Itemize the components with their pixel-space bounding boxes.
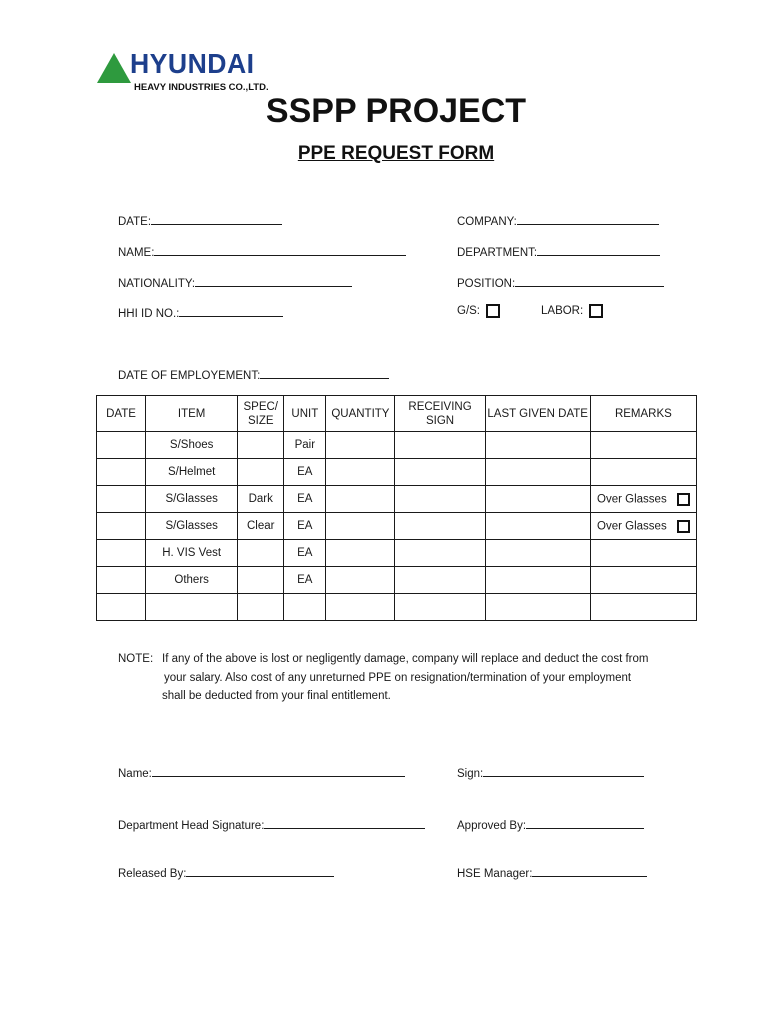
sign-line[interactable]	[483, 765, 644, 777]
logo-triangle-icon	[96, 52, 132, 84]
item-cell: Others	[146, 567, 238, 594]
date-cell[interactable]	[97, 486, 146, 513]
table-row	[97, 432, 697, 459]
name-field[interactable]	[118, 244, 406, 259]
item-cell: S/Helmet	[146, 459, 238, 486]
receiving-sign-cell[interactable]	[395, 567, 485, 594]
note-line-1: If any of the above is lost or negligently damage, company will replace and deduct the cost from	[162, 653, 649, 665]
note-line-3: shall be deducted from your final entitlement.	[162, 690, 391, 702]
table-row	[97, 567, 697, 594]
last-given-date-cell[interactable]	[485, 513, 590, 540]
quantity-cell[interactable]	[326, 432, 395, 459]
logo-wordmark: HYUNDAI	[130, 48, 255, 79]
receiving-sign-cell[interactable]	[395, 486, 485, 513]
spec-cell	[238, 432, 284, 459]
dept-head-signature-line[interactable]	[264, 817, 425, 829]
employment-date-line[interactable]	[260, 367, 389, 379]
last-given-date-cell[interactable]	[485, 594, 590, 621]
remarks-cell[interactable]	[590, 513, 696, 540]
note-line-2: your salary. Also cost of any unreturned PPE on resignation/termination of your employment	[164, 671, 632, 684]
unit-cell[interactable]	[284, 594, 326, 621]
unit-cell: EA	[284, 486, 326, 513]
hhi-id-label: HHI ID NO.:	[118, 308, 180, 320]
column-header-spec: SPEC/ SIZE	[238, 396, 284, 432]
over-glasses-label: Over Glasses	[597, 493, 667, 506]
table-header-row	[97, 396, 697, 432]
hse-manager-label: HSE Manager:	[457, 868, 533, 880]
quantity-cell[interactable]	[326, 459, 395, 486]
quantity-cell[interactable]	[326, 486, 395, 513]
column-header-last-given-date: LAST GIVEN DATE	[485, 396, 590, 432]
company-line[interactable]	[517, 213, 659, 225]
table-row	[97, 540, 697, 567]
spec-cell: Dark	[238, 486, 284, 513]
unit-cell: EA	[284, 567, 326, 594]
nationality-label: NATIONALITY:	[118, 278, 196, 290]
quantity-cell[interactable]	[326, 594, 395, 621]
quantity-cell[interactable]	[326, 513, 395, 540]
item-cell: S/Glasses	[146, 486, 238, 513]
spec-cell	[238, 540, 284, 567]
date-cell[interactable]	[97, 594, 146, 621]
date-cell[interactable]	[97, 459, 146, 486]
column-header-date: DATE	[97, 396, 146, 432]
name-label: NAME:	[118, 247, 155, 259]
form-title: PPE REQUEST FORM	[297, 143, 495, 164]
spec-cell: Clear	[238, 513, 284, 540]
last-given-date-cell[interactable]	[485, 540, 590, 567]
date-cell[interactable]	[97, 432, 146, 459]
spec-cell[interactable]	[238, 594, 284, 621]
over-glasses-checkbox[interactable]	[677, 520, 690, 533]
unit-cell: EA	[284, 513, 326, 540]
labor-label: LABOR:	[541, 305, 584, 318]
note-label: NOTE:	[118, 653, 154, 665]
last-given-date-cell[interactable]	[485, 432, 590, 459]
labor-checkbox[interactable]	[589, 304, 603, 318]
date-line[interactable]	[151, 213, 282, 225]
date-cell[interactable]	[97, 540, 146, 567]
labor-field[interactable]	[541, 304, 603, 318]
quantity-cell[interactable]	[326, 567, 395, 594]
page-title: SSPP PROJECT	[265, 92, 527, 130]
quantity-cell[interactable]	[326, 540, 395, 567]
spec-cell	[238, 459, 284, 486]
column-header-item: ITEM	[146, 396, 238, 432]
hse-manager-field[interactable]	[457, 865, 647, 880]
company-field[interactable]	[457, 213, 659, 228]
item-cell: S/Shoes	[146, 432, 238, 459]
hse-manager-line[interactable]	[532, 865, 647, 877]
gs-field[interactable]	[457, 304, 500, 318]
logo-subtitle: HEAVY INDUSTRIES CO.,LTD.	[134, 82, 269, 93]
item-cell: H. VIS Vest	[146, 540, 238, 567]
department-line[interactable]	[537, 244, 660, 256]
item-cell[interactable]	[146, 594, 238, 621]
approved-by-line[interactable]	[526, 817, 644, 829]
spec-cell	[238, 567, 284, 594]
nationality-line[interactable]	[195, 275, 352, 287]
remarks-cell[interactable]	[590, 432, 696, 459]
employment-date-label: DATE OF EMPLOYEMENT:	[118, 370, 261, 382]
position-label: POSITION:	[457, 278, 516, 290]
remarks-cell[interactable]	[590, 459, 696, 486]
gs-checkbox[interactable]	[486, 304, 500, 318]
released-by-field[interactable]	[118, 865, 334, 880]
receiving-sign-cell[interactable]	[395, 594, 485, 621]
hhi-id-line[interactable]	[179, 305, 283, 317]
date-cell[interactable]	[97, 513, 146, 540]
approved-by-label: Approved By:	[457, 820, 527, 832]
released-by-label: Released By:	[118, 868, 187, 880]
receiving-sign-cell[interactable]	[395, 432, 485, 459]
dept-head-signature-label: Department Head Signature:	[118, 820, 265, 832]
last-given-date-cell[interactable]	[485, 567, 590, 594]
position-field[interactable]	[457, 275, 664, 290]
nationality-field[interactable]	[118, 275, 352, 290]
ppe-table	[96, 395, 697, 621]
hhi-id-field[interactable]	[118, 305, 283, 320]
over-glasses-label: Over Glasses	[597, 520, 667, 533]
unit-cell: EA	[284, 540, 326, 567]
table-row	[97, 513, 697, 540]
department-field[interactable]	[457, 244, 660, 259]
sign-name-line[interactable]	[152, 765, 405, 777]
unit-cell: EA	[284, 459, 326, 486]
last-given-date-cell[interactable]	[485, 486, 590, 513]
date-label: DATE:	[118, 216, 152, 228]
gs-label: G/S:	[457, 305, 481, 318]
date-field[interactable]	[118, 213, 282, 228]
column-header-quantity: QUANTITY	[326, 396, 395, 432]
item-cell: S/Glasses	[146, 513, 238, 540]
position-line[interactable]	[515, 275, 664, 287]
company-label: COMPANY:	[457, 216, 517, 228]
remarks-cell[interactable]	[590, 594, 696, 621]
company-logo	[96, 48, 296, 96]
dept-head-signature-field[interactable]	[118, 817, 425, 832]
remarks-cell[interactable]	[590, 486, 696, 513]
name-line[interactable]	[154, 244, 406, 256]
remarks-cell[interactable]	[590, 540, 696, 567]
receiving-sign-cell[interactable]	[395, 540, 485, 567]
column-header-unit: UNIT	[284, 396, 326, 432]
table-row	[97, 459, 697, 486]
remarks-cell[interactable]	[590, 567, 696, 594]
over-glasses-checkbox[interactable]	[677, 493, 690, 506]
employment-date-field[interactable]	[118, 367, 389, 382]
receiving-sign-cell[interactable]	[395, 513, 485, 540]
sign-name-field[interactable]	[118, 765, 405, 780]
sign-field[interactable]	[457, 765, 644, 780]
department-label: DEPARTMENT:	[457, 247, 538, 259]
receiving-sign-cell[interactable]	[395, 459, 485, 486]
column-header-remarks: REMARKS	[590, 396, 696, 432]
column-header-receiving-sign: RECEIVING SIGN	[395, 396, 485, 432]
table-row	[97, 486, 697, 513]
sign-label: Sign:	[457, 768, 484, 780]
approved-by-field[interactable]	[457, 817, 644, 832]
sign-name-label: Name:	[118, 768, 152, 780]
released-by-line[interactable]	[186, 865, 334, 877]
unit-cell: Pair	[284, 432, 326, 459]
last-given-date-cell[interactable]	[485, 459, 590, 486]
table-row	[97, 594, 697, 621]
date-cell[interactable]	[97, 567, 146, 594]
